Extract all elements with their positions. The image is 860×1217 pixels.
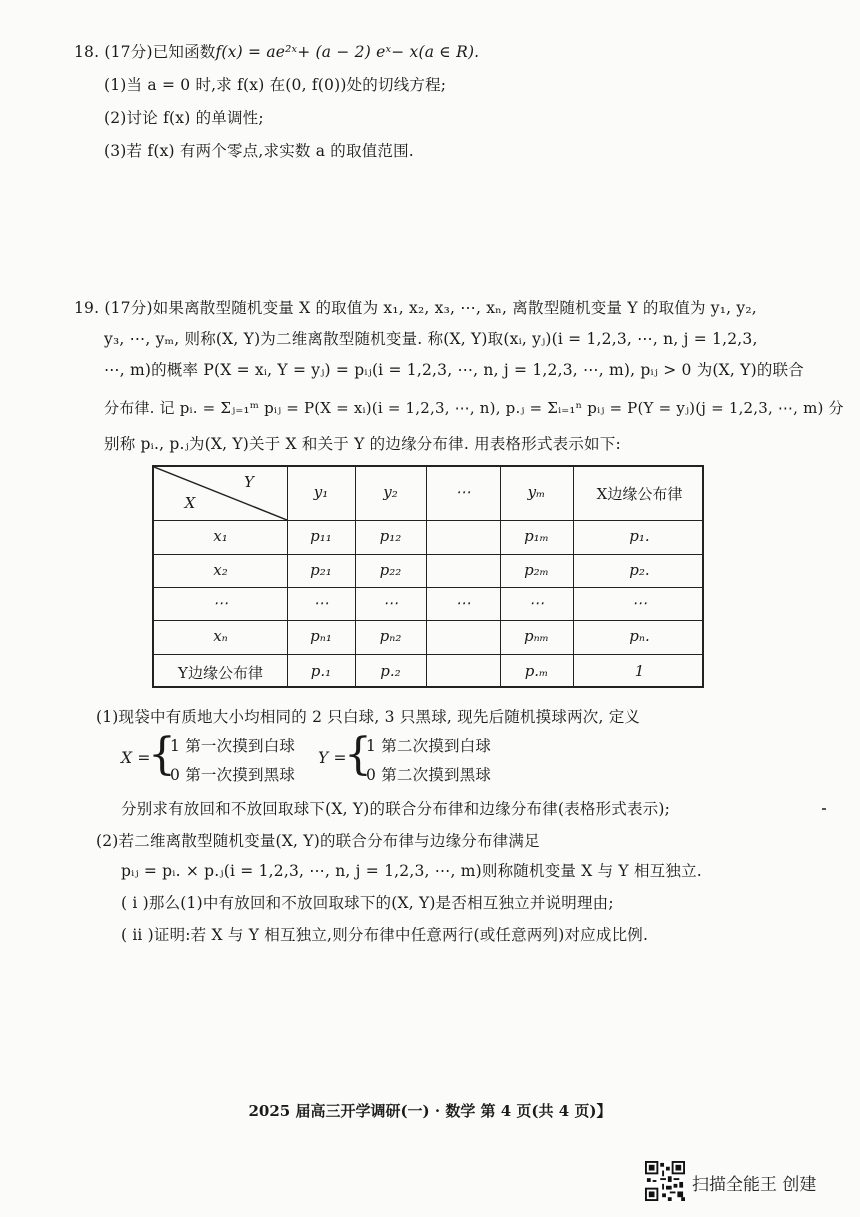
scan-speck [822,808,826,810]
table-cell: ⋯ [455,593,471,612]
q19-sub1: (1)现袋中有质地大小均相同的 2 只白球, 3 只黑球, 现先后随机摸球两次, 定义 [96,708,641,726]
x-def-brace: { [148,729,176,780]
table-cell: p.₂ [380,662,401,680]
q19-line2: y₃, ⋯, yₘ, 则称(X, Y)为二维离散型随机变量. 称(X, Y)取(xᵢ, yⱼ)(i = 1,2,3, ⋯, n, j = 1,2,3, [104,330,758,348]
x-def-case1: 1 第一次摸到白球 [170,737,296,755]
corner-x-label: X [184,494,196,512]
table-cell: p.₁ [310,662,332,680]
q19-sub2b: pᵢⱼ = pᵢ. × p.ⱼ(i = 1,2,3, ⋯, n, j = 1,2,3, ⋯, m)则称随机变量 X 与 Y 相互独立. [121,862,702,880]
q19-sub2i: ( ⅰ )那么(1)中有放回和不放回取球下的(X, Y)是否相互独立并说明理由; [121,894,614,912]
q19-sub1b: 分别求有放回和不放回取球下(X, Y)的联合分布律和边缘分布律(表格形式表示); [121,800,671,818]
table-cell: ⋯ [313,593,329,612]
q18-part3: (3)若 f(x) 有两个零点,求实数 a 的取值范围. [104,142,414,160]
header-dots: ⋯ [455,483,471,501]
table-cell: x₂ [213,560,228,579]
scanner-brand: 扫描全能王 创建 [692,1175,817,1195]
x-def-case2: 0 第一次摸到黑球 [170,766,296,784]
q19-line4: 分布律. 记 pᵢ. = Σⱼ₌₁ᵐ pᵢⱼ = P(X = xᵢ)(i = 1,2,3, ⋯, n), p.ⱼ = Σᵢ₌₁ⁿ pᵢⱼ = P(Y = yⱼ)(j = 1,2,3, ⋯, m) 分 [104,399,844,417]
table-cell: p₁₂ [379,527,402,545]
joint-distribution-table [152,465,704,688]
table-cell: ⋯ [632,593,647,612]
header-ym: yₘ [527,483,546,501]
y-def-brace: { [344,729,372,780]
table-cell: p.ₘ [524,662,549,680]
header-x-marginal: X边缘公布律 [596,485,683,503]
table-cell: p₂₂ [379,560,402,579]
y-def-lhs: Y = [318,749,347,767]
table-cell: ⋯ [213,593,228,612]
y-def-case1: 1 第二次摸到白球 [366,737,492,755]
table-cell: x₁ [213,527,228,545]
q18-header [74,40,479,62]
table-diagonal [154,467,287,520]
q19-sub2: (2)若二维离散型随机变量(X, Y)的联合分布律与边缘分布律满足 [96,832,540,850]
table-cell: pₙ₂ [379,627,402,645]
table-cell: xₙ [213,627,228,645]
table-cell: p₂ₘ [524,560,549,579]
qr-code-icon [645,1161,685,1201]
table-cell: ⋯ [383,593,398,612]
header-y2: y₂ [383,483,398,501]
q18-part1: (1)当 a = 0 时,求 f(x) 在(0, f(0))处的切线方程; [104,76,447,94]
table-cell: Y边缘公布律 [178,664,263,682]
table-cell: pₙ₁ [310,627,332,645]
q19-line5: 别称 pᵢ., p.ⱼ为(X, Y)关于 X 和关于 Y 的边缘分布律. 用表格形式表示如下: [104,435,621,453]
q18-part2: (2)讨论 f(x) 的单调性; [104,109,264,127]
q18-function: f(x) = ae²ˣ+ (a − 2) eˣ− x(a ∈ R). [215,43,480,61]
q19-sub2ii: ( ⅱ )证明:若 X 与 Y 相互独立,则分布律中任意两行(或任意两列)对应成比例. [121,926,649,944]
y-def-case2: 0 第二次摸到黑球 [366,766,492,784]
table-cell: pₙₘ [524,627,549,645]
x-def-lhs: X = [121,749,151,767]
table-cell: p₁. [629,527,650,545]
table-cell: p₂₁ [310,560,332,579]
header-y1: y₁ [313,483,329,501]
table-cell: ⋯ [529,593,544,612]
table-cell: p₂. [629,560,650,579]
q19-line3: ⋯, m)的概率 P(X = xᵢ, Y = yⱼ) = pᵢⱼ(i = 1,2,3, ⋯, n, j = 1,2,3, ⋯, m), pᵢⱼ > 0 为(X, Y)的联合 [104,361,804,379]
table-cell: pₙ. [629,627,650,645]
page-footer: 2025 届高三开学调研(一) · 数学 第 4 页(共 4 页)】 [248,1102,612,1120]
table-cell: p₁ₘ [524,527,549,545]
table-cell: 1 [634,662,645,680]
q18-head: 18. (17分)已知函数 [74,43,216,61]
q19-line1: 19. (17分)如果离散型随机变量 X 的取值为 x₁, x₂, x₃, ⋯, xₙ, 离散型随机变量 Y 的取值为 y₁, y₂, [74,299,757,317]
table-cell: p₁₁ [310,527,332,545]
corner-y-label: Y [244,473,254,491]
